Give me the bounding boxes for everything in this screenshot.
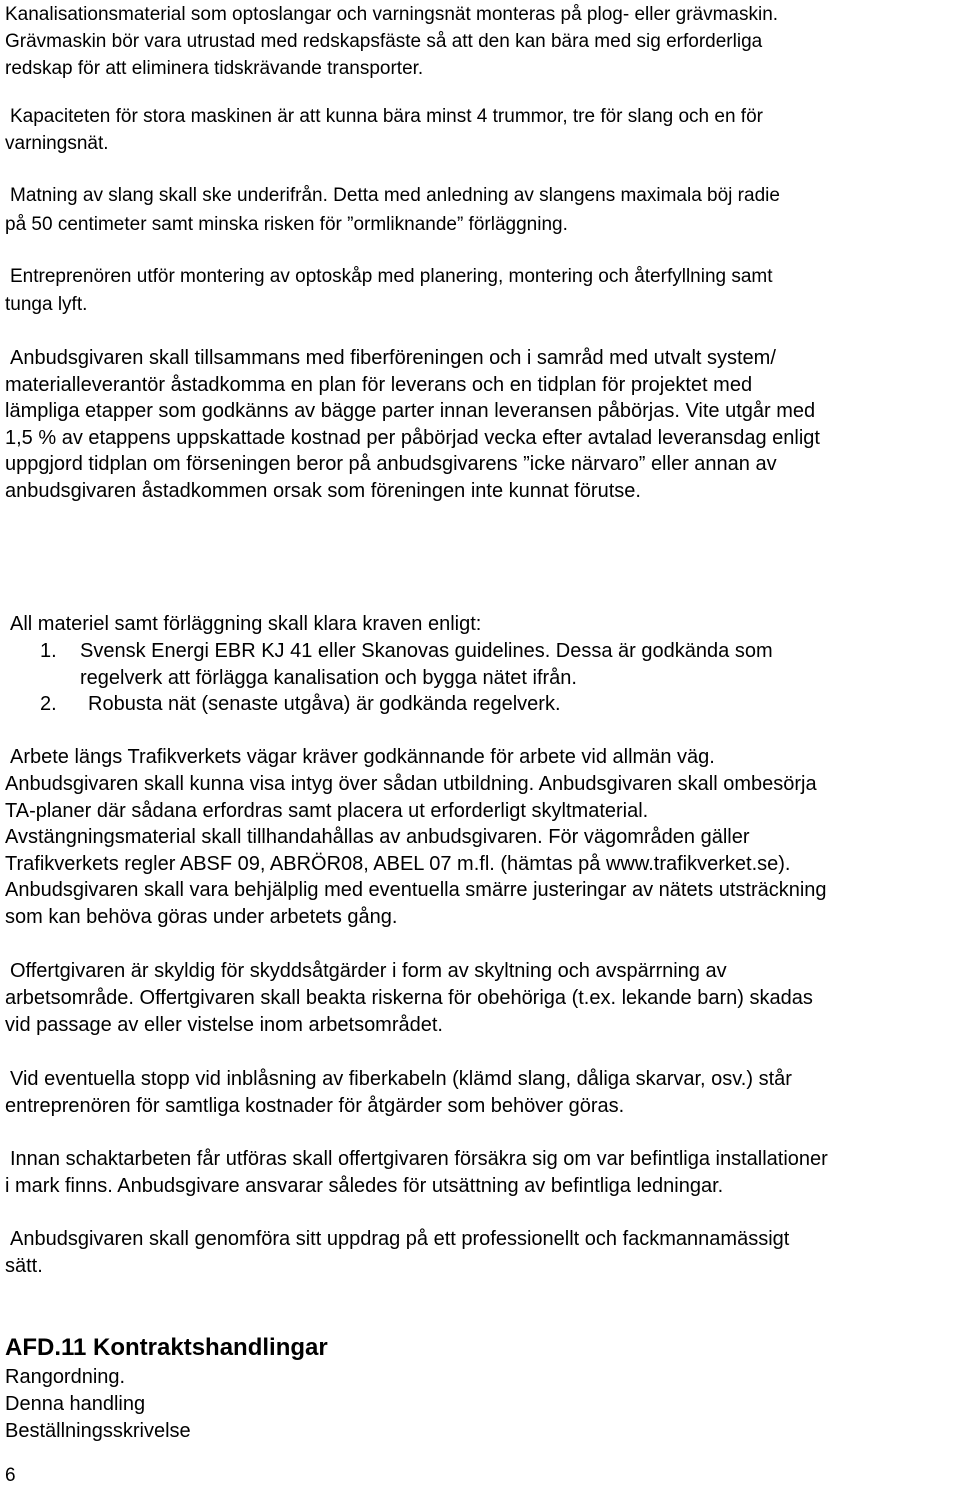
text-line: på 50 centimeter samt minska risken för ”ormliknande” förläggning. — [5, 214, 568, 235]
list-item — [5, 691, 960, 718]
text-line: varningsnät. — [5, 133, 109, 154]
text-line: Offertgivaren är skyldig för skyddsåtgärder i form av skyltning och avspärrning av — [10, 960, 727, 982]
paragraph-professional-cont — [5, 1253, 960, 1280]
text-line: Innan schaktarbeten får utföras skall offertgivaren försäkra sig om var befintliga installationer — [10, 1148, 828, 1170]
text-line: Arbete längs Trafikverkets vägar kräver godkännande för arbete vid allmän väg. — [10, 746, 715, 768]
paragraph-professional — [5, 1226, 960, 1253]
text-line: Anbudsgivaren skall vara behjälplig med eventuella smärre justeringar av nätets utsträckning — [5, 879, 827, 901]
section-line: Rangordning. — [5, 1366, 126, 1388]
list-number: 1. — [40, 640, 57, 662]
paragraph-stoppage-cont — [5, 1093, 960, 1120]
paragraph-machinery — [5, 1, 960, 82]
page-number: 6 — [5, 1465, 16, 1486]
text-line: TA-planer där sådana erfordras samt placera ut erforderligt skyltmaterial. — [5, 799, 649, 822]
text-line: anbudsgivaren åstadkommen orsak som föreningen inte kunnat förutse. — [5, 479, 641, 502]
text-line: Anbudsgivaren skall kunna visa intyg över sådan utbildning. Anbudsgivaren skall ombesörja — [5, 773, 817, 795]
paragraph-feeding — [5, 182, 960, 209]
paragraph-trafikverket-cont — [5, 771, 960, 930]
paragraph-delivery-plan — [5, 345, 960, 372]
text-line: Svensk Energi EBR KJ 41 eller Skanovas guidelines. Dessa är godkända som — [80, 640, 773, 662]
paragraph-excavation-cont — [5, 1173, 960, 1200]
text-line: All materiel samt förläggning skall klara kraven enligt: — [10, 613, 482, 635]
text-line: Robusta nät (senaste utgåva) är godkända regelverk. — [88, 693, 561, 715]
text-line: Grävmaskin bör vara utrustad med redskapsfäste så att den kan bära med sig erforderliga — [5, 31, 763, 52]
text-line: redskap för att eliminera tidskrävande transporter. — [5, 58, 424, 79]
text-line: som kan behöva göras under arbetets gång. — [5, 905, 398, 928]
text-line: Trafikverkets regler ABSF 09, ABRÖR08, ABEL 07 m.fl. (hämtas på www.trafikverket.se). — [5, 852, 791, 875]
text-line: Entreprenören utför montering av optoskåp med planering, montering och återfyllning samt — [10, 266, 773, 287]
paragraph-optoskap-cont — [5, 291, 960, 318]
text-line: i mark finns. Anbudsgivare ansvarar således för utsättning av befintliga ledningar. — [5, 1175, 724, 1197]
text-line: vid passage av eller vistelse inom arbetsområdet. — [5, 1013, 443, 1036]
paragraph-requirements-intro — [5, 611, 960, 638]
section-line: Beställningsskrivelse — [5, 1420, 191, 1442]
paragraph-stoppage — [5, 1066, 960, 1093]
text-line: arbetsområde. Offertgivaren skall beakta riskerna för obehöriga (t.ex. lekande barn) skadas — [5, 987, 813, 1009]
paragraph-safety-cont — [5, 985, 960, 1038]
text-line: Avstängningsmaterial skall tillhandahållas av anbudsgivaren. För vägområden gäller — [5, 826, 750, 848]
list-number: 2. — [40, 693, 57, 715]
section-line: Denna handling — [5, 1393, 146, 1415]
text-line: sätt. — [5, 1255, 43, 1277]
text-line: tunga lyft. — [5, 294, 88, 315]
text-line: Anbudsgivaren skall tillsammans med fiberföreningen och i samråd med utvalt system/ — [10, 347, 776, 369]
text-line: uppgjord tidplan om förseningen beror på anbudsgivarens ”icke närvaro” eller annan av — [5, 453, 777, 475]
text-line: materialleverantör åstadkomma en plan för leverans och en tidplan för projektet med — [5, 373, 753, 396]
list-item — [5, 638, 960, 691]
text-line: Kanalisationsmaterial som optoslangar och varningsnät monteras på plog- eller grävmaskin. — [5, 4, 779, 25]
text-line: Vid eventuella stopp vid inblåsning av fiberkabeln (klämd slang, dåliga skarvar, osv.) står — [10, 1068, 792, 1090]
section-heading: AFD.11 Kontraktshandlingar — [5, 1334, 328, 1361]
text-line: Matning av slang skall ske underifrån. Detta med anledning av slangens maximala böj radie — [10, 185, 780, 206]
text-line: entreprenören för samtliga kostnader för åtgärder som behöver göras. — [5, 1095, 625, 1117]
paragraph-delivery-plan-cont — [5, 372, 960, 505]
paragraph-excavation — [5, 1146, 960, 1173]
text-line: 1,5 % av etappens uppskattade kostnad per påbörjad vecka efter avtalad leveransdag enligt — [5, 426, 820, 449]
text-line: lämpliga etapper som godkänns av bägge parter innan leveransen påbörjas. Vite utgår med — [5, 400, 816, 422]
paragraph-capacity-cont — [5, 130, 960, 157]
paragraph-optoskap — [5, 263, 960, 290]
requirements-list — [5, 638, 960, 718]
text-line: Kapaciteten för stora maskinen är att kunna bära minst 4 trummor, tre för slang och en för — [10, 106, 763, 127]
paragraph-trafikverket — [5, 744, 960, 771]
text-line: Anbudsgivaren skall genomföra sitt uppdrag på ett professionellt och fackmannamässigt — [10, 1228, 790, 1250]
paragraph-feeding-cont — [5, 211, 960, 238]
paragraph-safety — [5, 958, 960, 985]
text-line: regelverk att förlägga kanalisation och bygga nätet ifrån. — [80, 666, 577, 689]
paragraph-capacity — [5, 103, 960, 130]
